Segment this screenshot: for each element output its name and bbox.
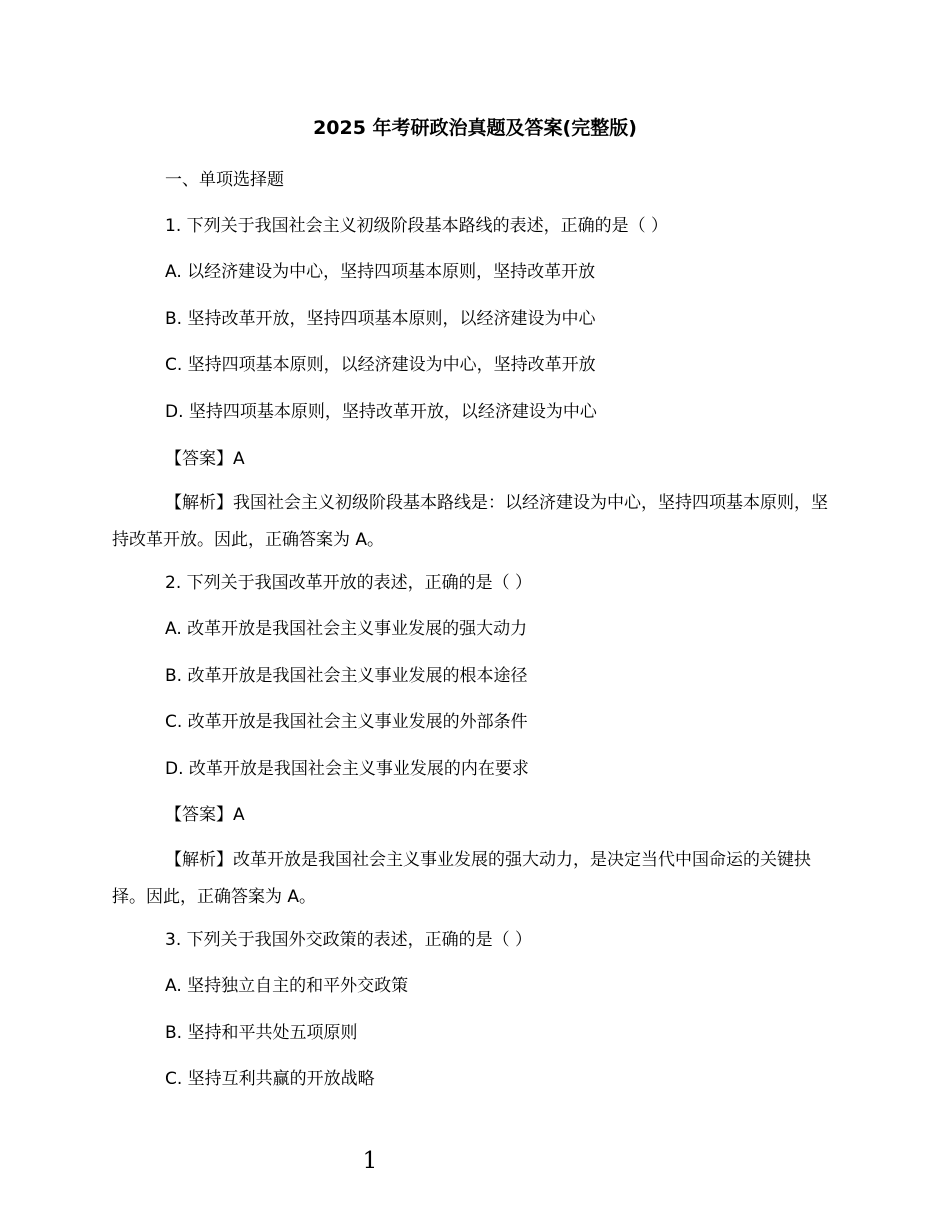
question-1-analysis: 【解析】我国社会主义初级阶段基本路线是：以经济建设为中心，坚持四项基本原则，坚持改革开放。因此，正确答案为 A。 — [112, 493, 828, 550]
question-3-option-b: B. 坚持和平共处五项原则 — [165, 1023, 358, 1043]
question-2-answer: 【答案】A — [165, 805, 245, 825]
question-2-option-b: B. 改革开放是我国社会主义事业发展的根本途径 — [165, 666, 528, 686]
question-3-option-c: C. 坚持互利共赢的开放战略 — [165, 1069, 375, 1089]
question-1-option-b: B. 坚持改革开放，坚持四项基本原则，以经济建设为中心 — [165, 309, 596, 329]
question-2-stem: 2. 下列关于我国改革开放的表述，正确的是（ ） — [165, 573, 533, 593]
question-1-option-a: A. 以经济建设为中心，坚持四项基本原则，坚持改革开放 — [165, 262, 596, 282]
question-1-option-c: C. 坚持四项基本原则，以经济建设为中心，坚持改革开放 — [165, 355, 596, 375]
question-2-option-c: C. 改革开放是我国社会主义事业发展的外部条件 — [165, 712, 528, 732]
question-2-analysis: 【解析】改革开放是我国社会主义事业发展的强大动力，是决定当代中国命运的关键抉择。因此，正确答案为 A。 — [112, 850, 811, 907]
question-1-answer: 【答案】A — [165, 449, 245, 469]
question-2-option-d: D. 改革开放是我国社会主义事业发展的内在要求 — [165, 759, 529, 779]
question-1-stem: 1. 下列关于我国社会主义初级阶段基本路线的表述，正确的是（ ） — [165, 216, 669, 236]
question-2-option-a: A. 改革开放是我国社会主义事业发展的强大动力 — [165, 619, 528, 639]
document-title: 2025 年考研政治真题及答案(完整版) — [313, 117, 637, 139]
question-3-option-a: A. 坚持独立自主的和平外交政策 — [165, 976, 409, 996]
question-1-option-d: D. 坚持四项基本原则，坚持改革开放，以经济建设为中心 — [165, 402, 597, 422]
page-number: 1 — [362, 1148, 378, 1174]
section-heading: 一、单项选择题 — [165, 170, 284, 190]
question-3-stem: 3. 下列关于我国外交政策的表述，正确的是（ ） — [165, 930, 533, 950]
